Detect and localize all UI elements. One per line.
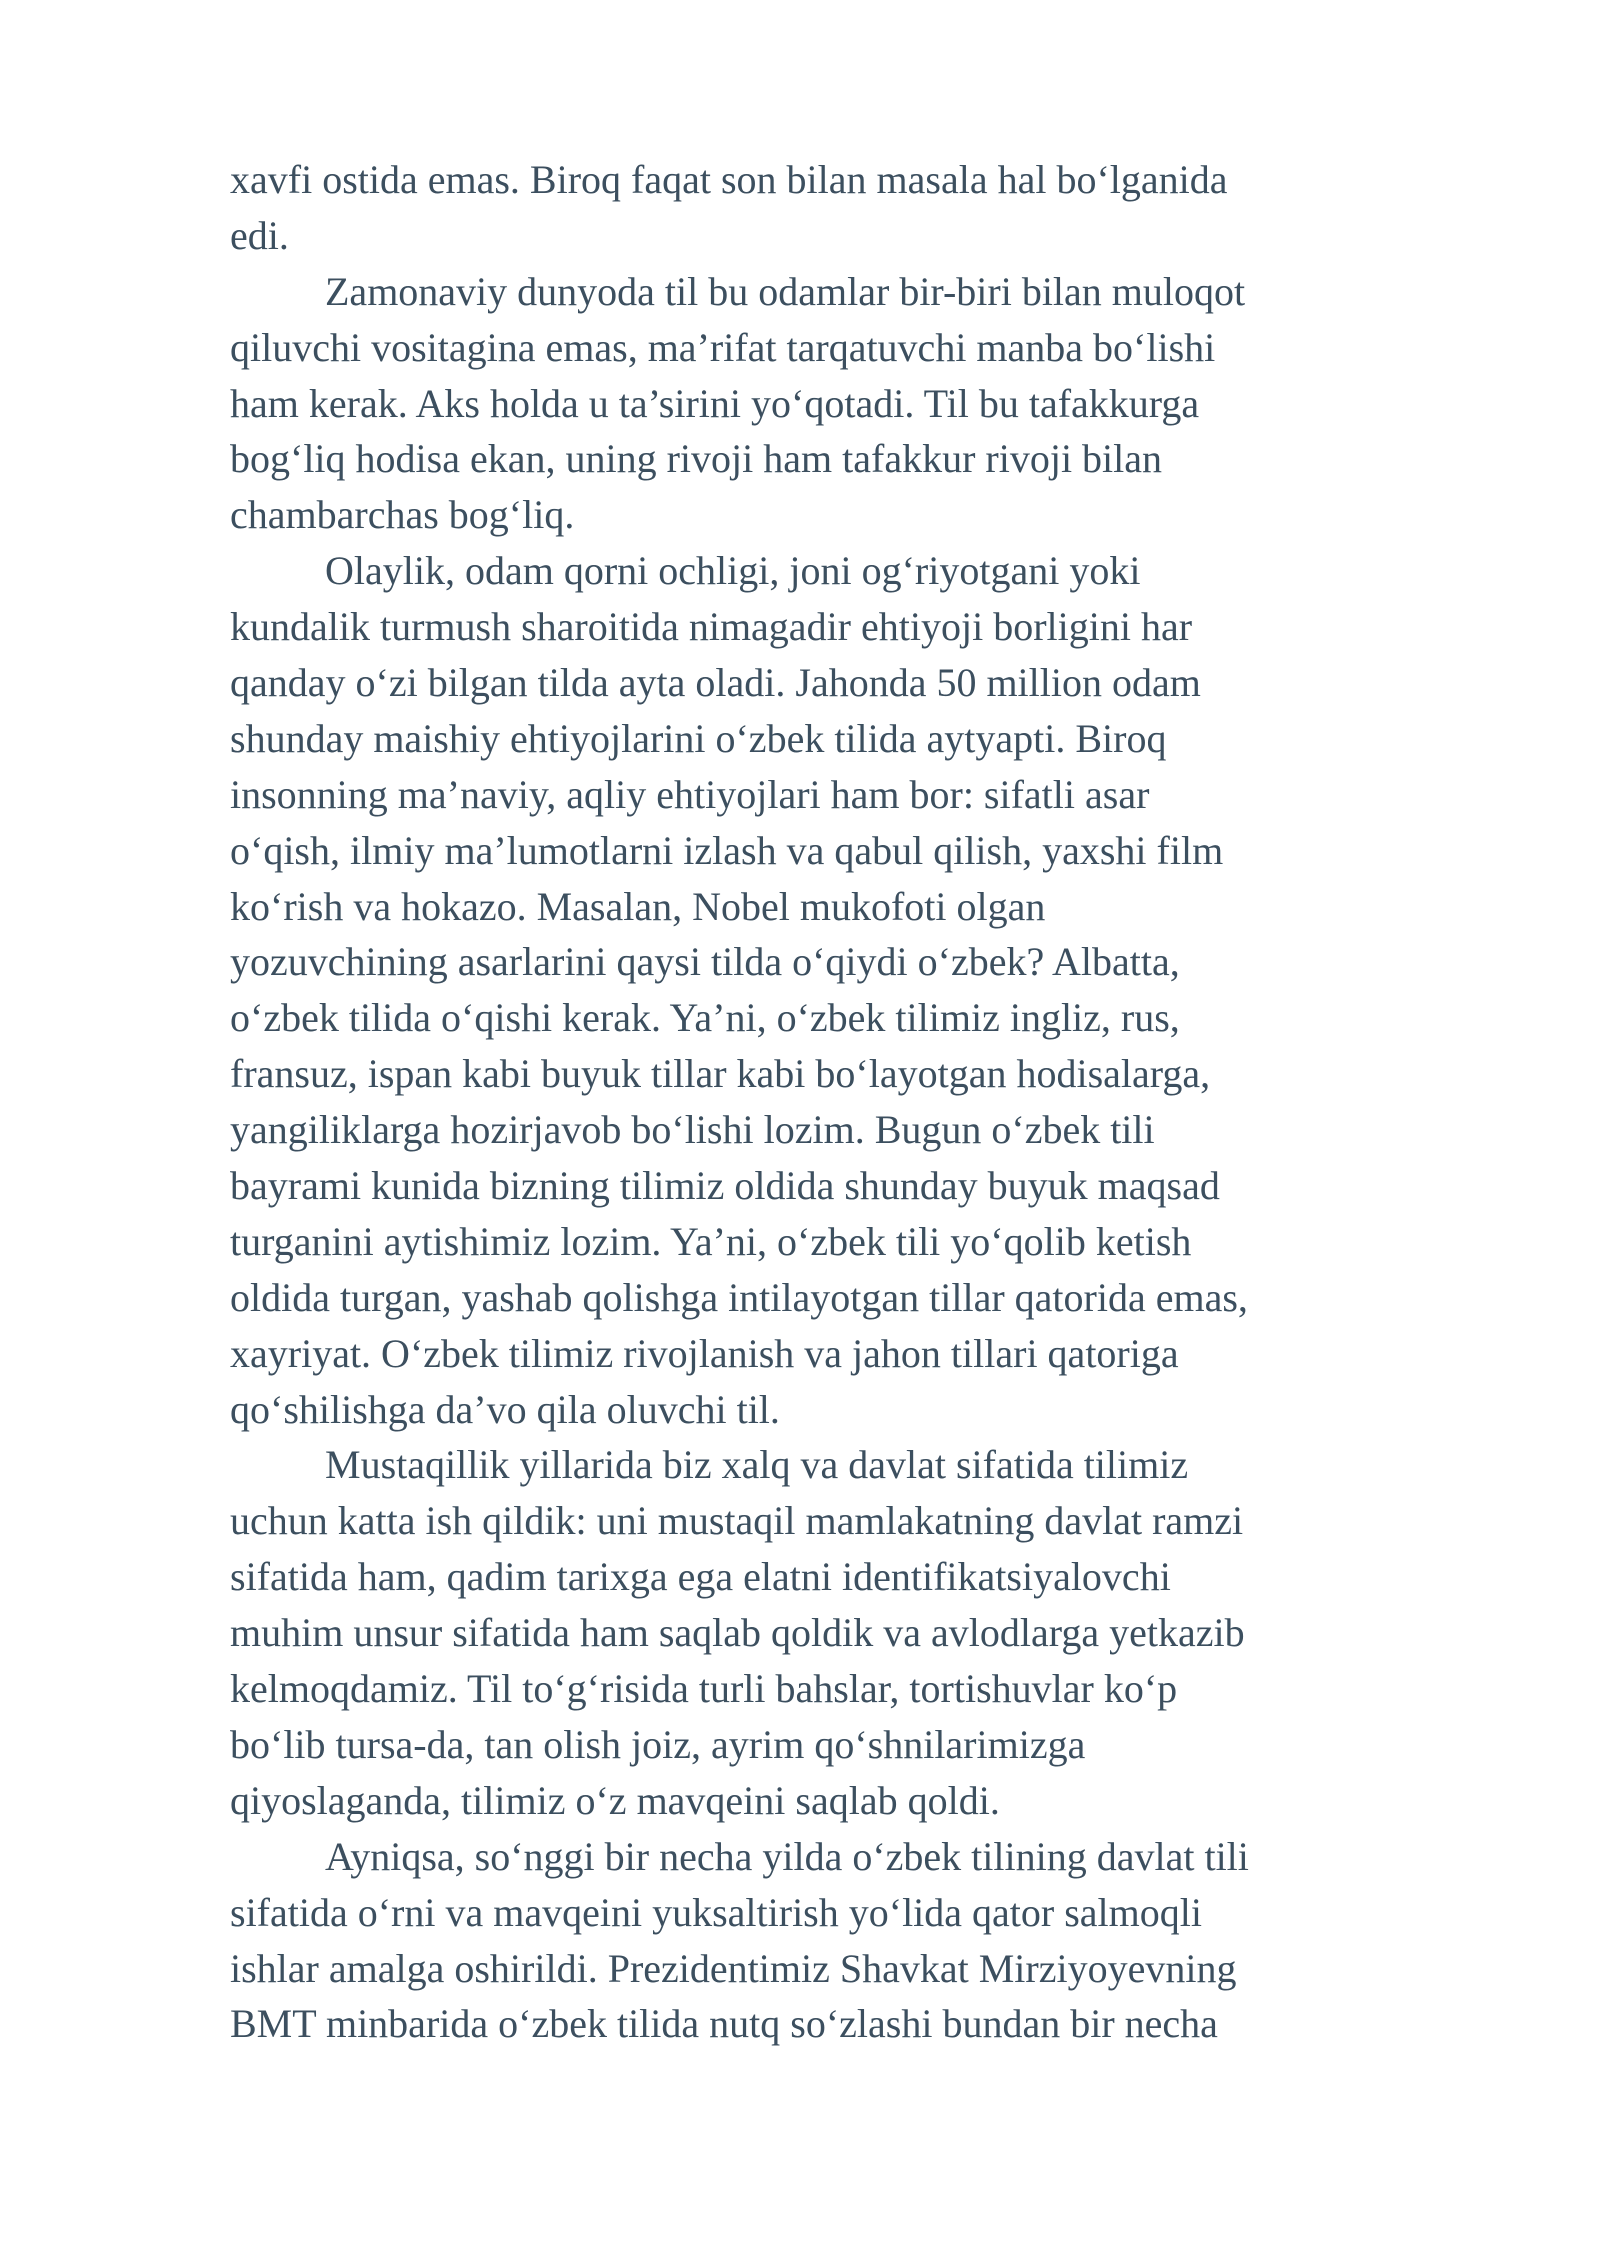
text-line: ko‘rish va hokazo. Masalan, Nobel mukofoti olgan bbox=[230, 883, 1046, 929]
text-line: muhim unsur sifatida ham saqlab qoldik va avlodlarga yetkazib bbox=[230, 1610, 1245, 1656]
text-line: BMT minbarida o‘zbek tilida nutq so‘zlashi bundan bir necha bbox=[230, 2001, 1218, 2047]
text-line: qiyoslaganda, tilimiz o‘z mavqeini saqlab qoldi. bbox=[230, 1777, 1000, 1823]
text-line: yangiliklarga hozirjavob bo‘lishi lozim. Bugun o‘zbek tili bbox=[230, 1107, 1155, 1153]
text-line: xavfi ostida emas. Biroq faqat son bilan masala hal bo‘lganida bbox=[230, 157, 1228, 202]
text-line: sifatida o‘rni va mavqeini yuksaltirish yo‘lida qator salmoqli bbox=[230, 1889, 1203, 1935]
text-line: qiluvchi vositagina emas, ma’rifat tarqatuvchi manba bo‘lishi bbox=[230, 324, 1216, 370]
text-line: ham kerak. Aks holda u ta’sirini yo‘qotadi. Til bu tafakkurga bbox=[230, 380, 1200, 426]
text-line: fransuz, ispan kabi buyuk tillar kabi bo‘layotgan hodisalarga, bbox=[230, 1051, 1211, 1097]
text-line: bo‘lib tursa-da, tan olish joiz, ayrim qo‘shnilarimizga bbox=[230, 1721, 1086, 1767]
text-line: kelmoqdamiz. Til to‘g‘risida turli bahslar, tortishuvlar ko‘p bbox=[230, 1666, 1178, 1712]
text-line: ishlar amalga oshirildi. Prezidentimiz Shavkat Mirziyoyevning bbox=[230, 1945, 1237, 1991]
text-line: o‘qish, ilmiy ma’lumotlarni izlash va qabul qilish, yaxshi film bbox=[230, 827, 1224, 873]
paragraph-first-line: Mustaqillik yillarida biz xalq va davlat sifatida tilimiz bbox=[325, 1442, 1189, 1488]
body-text bbox=[230, 152, 1480, 2052]
text-line: bog‘liq hodisa ekan, uning rivoji ham tafakkur rivoji bilan bbox=[230, 436, 1163, 482]
paragraph-first-line: Olaylik, odam qorni ochligi, joni og‘riyotgani yoki bbox=[325, 548, 1141, 594]
text-line: o‘zbek tilida o‘qishi kerak. Ya’ni, o‘zbek tilimiz ingliz, rus, bbox=[230, 995, 1180, 1041]
text-line: qanday o‘zi bilgan tilda ayta oladi. Jahonda 50 million odam bbox=[230, 660, 1201, 706]
text-line: chambarchas bog‘liq. bbox=[230, 492, 575, 538]
text-line: shunday maishiy ehtiyojlarini o‘zbek tilida aytyapti. Biroq bbox=[230, 715, 1167, 761]
text-line: yozuvchining asarlarini qaysi tilda o‘qiydi o‘zbek? Albatta, bbox=[230, 939, 1180, 985]
text-line: edi. bbox=[230, 212, 289, 258]
text-line: sifatida ham, qadim tarixga ega elatni identifikatsiyalovchi bbox=[230, 1554, 1171, 1600]
text-line: bayrami kunida bizning tilimiz oldida shunday buyuk maqsad bbox=[230, 1163, 1220, 1209]
text-line: kundalik turmush sharoitida nimagadir ehtiyoji borligini har bbox=[230, 604, 1193, 650]
text-line: turganini aytishimiz lozim. Ya’ni, o‘zbek tili yo‘qolib ketish bbox=[230, 1218, 1192, 1264]
paragraph-first-line: Zamonaviy dunyoda til bu odamlar bir-biri bilan muloqot bbox=[325, 268, 1246, 314]
text-line: insonning ma’naviy, aqliy ehtiyojlari ham bor: sifatli asar bbox=[230, 771, 1150, 817]
text-line: uchun katta ish qildik: uni mustaqil mamlakatning davlat ramzi bbox=[230, 1498, 1244, 1544]
text-line: qo‘shilishga da’vo qila oluvchi til. bbox=[230, 1386, 780, 1432]
paragraph-first-line: Ayniqsa, so‘nggi bir necha yilda o‘zbek tilining davlat tili bbox=[325, 1833, 1249, 1879]
text-line: oldida turgan, yashab qolishga intilayotgan tillar qatorida emas, bbox=[230, 1274, 1248, 1320]
text-line: xayriyat. O‘zbek tilimiz rivojlanish va jahon tillari qatoriga bbox=[230, 1330, 1179, 1376]
